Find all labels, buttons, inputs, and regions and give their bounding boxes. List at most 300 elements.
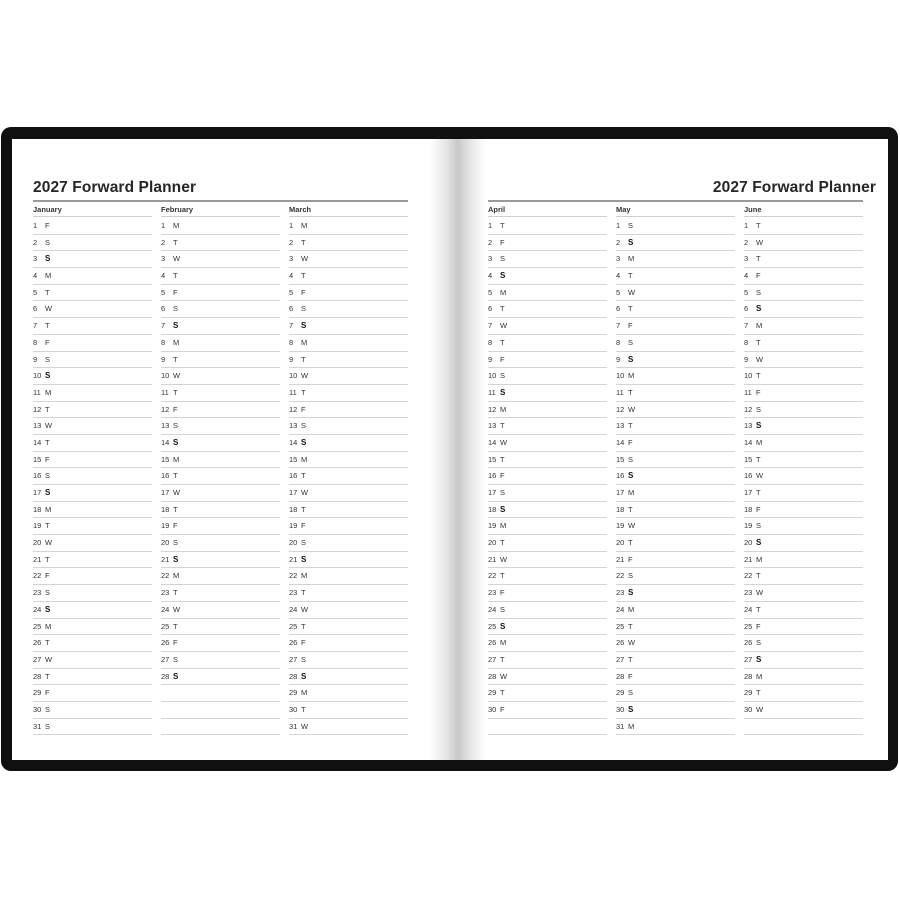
day-number: 2: [161, 237, 166, 247]
weekday-letter: F: [301, 404, 306, 414]
day-number: 12: [161, 404, 170, 414]
weekday-letter: W: [173, 604, 181, 614]
day-number: 25: [488, 621, 497, 631]
day-number: 7: [616, 321, 621, 331]
weekday-letter: M: [301, 571, 308, 581]
day-number: 29: [488, 688, 497, 698]
weekday-letter: S: [628, 221, 634, 230]
day-row: [488, 235, 607, 252]
day-row: [488, 468, 607, 485]
day-row: [289, 352, 408, 369]
day-number: 20: [33, 538, 42, 548]
empty-row: [744, 719, 863, 736]
weekday-letter: S: [500, 387, 506, 397]
empty-row: [161, 719, 280, 736]
day-row: [161, 619, 280, 636]
weekday-letter: S: [301, 538, 307, 548]
day-row: [744, 585, 863, 602]
day-number: 26: [33, 638, 42, 648]
weekday-letter: S: [301, 321, 307, 331]
weekday-letter: S: [756, 421, 762, 431]
day-number: 9: [161, 354, 166, 364]
day-row: [744, 235, 863, 252]
day-row: [616, 619, 735, 636]
day-row: [33, 652, 152, 669]
day-number: 20: [616, 538, 625, 548]
day-row: [33, 602, 152, 619]
weekday-letter: F: [500, 354, 505, 364]
day-number: 28: [744, 671, 753, 681]
day-row: [488, 335, 607, 352]
day-row: [161, 385, 280, 402]
day-number: 8: [616, 337, 621, 347]
day-number: 29: [289, 688, 298, 698]
day-number: 6: [33, 304, 38, 314]
weekday-letter: F: [756, 271, 761, 281]
weekday-letter: M: [756, 554, 763, 564]
weekday-letter: T: [756, 254, 761, 264]
day-row: [488, 352, 607, 369]
weekday-letter: S: [173, 437, 179, 447]
weekday-letter: S: [301, 304, 307, 314]
day-row: [161, 585, 280, 602]
day-number: 24: [161, 604, 170, 614]
day-row: [289, 652, 408, 669]
weekday-letter: S: [301, 671, 307, 681]
weekday-letter: W: [301, 371, 309, 381]
day-row: [744, 385, 863, 402]
day-number: 24: [488, 604, 497, 614]
weekday-letter: S: [756, 521, 762, 531]
day-number: 15: [488, 454, 497, 464]
day-number: 4: [289, 271, 294, 281]
day-row: [744, 251, 863, 268]
day-row: [289, 552, 408, 569]
weekday-letter: T: [500, 221, 505, 230]
weekday-letter: W: [45, 421, 53, 431]
weekday-letter: T: [301, 588, 306, 598]
day-row: [616, 585, 735, 602]
day-number: 4: [161, 271, 166, 281]
weekday-letter: T: [45, 404, 50, 414]
day-row: [488, 568, 607, 585]
weekday-letter: S: [628, 688, 634, 698]
month-name: June: [744, 202, 863, 217]
day-number: 6: [616, 304, 621, 314]
weekday-letter: F: [301, 521, 306, 531]
day-number: 23: [289, 588, 298, 598]
day-row: [744, 518, 863, 535]
day-row: [488, 435, 607, 452]
day-row: [33, 685, 152, 702]
day-number: 19: [289, 521, 298, 531]
weekday-letter: F: [756, 504, 761, 514]
weekday-letter: T: [173, 588, 178, 598]
day-row: [161, 602, 280, 619]
day-row: [616, 568, 735, 585]
day-number: 5: [161, 287, 166, 297]
day-row: [744, 318, 863, 335]
weekday-letter: T: [301, 704, 306, 714]
weekday-letter: T: [500, 571, 505, 581]
day-number: 8: [744, 337, 749, 347]
day-number: 4: [33, 271, 38, 281]
day-number: 11: [33, 387, 41, 397]
day-row: [289, 402, 408, 419]
day-row: [616, 402, 735, 419]
weekday-letter: T: [500, 304, 505, 314]
day-row: [161, 402, 280, 419]
day-number: 22: [616, 571, 625, 581]
weekday-letter: F: [756, 621, 761, 631]
day-number: 17: [744, 488, 753, 497]
day-number: 11: [161, 387, 169, 397]
day-row: [33, 285, 152, 302]
day-row: [616, 418, 735, 435]
day-number: 26: [161, 638, 170, 648]
day-row: [289, 385, 408, 402]
day-number: 12: [744, 404, 753, 414]
day-number: 19: [33, 521, 42, 531]
day-number: 16: [744, 471, 753, 481]
day-number: 19: [161, 521, 170, 531]
day-row: [616, 535, 735, 552]
day-number: 4: [616, 271, 621, 281]
weekday-letter: W: [45, 304, 53, 314]
day-row: [744, 418, 863, 435]
weekday-letter: W: [45, 654, 53, 664]
weekday-letter: S: [301, 437, 307, 447]
day-number: 9: [488, 354, 493, 364]
day-row: [33, 485, 152, 502]
right-page: [452, 139, 888, 760]
day-number: 8: [289, 337, 294, 347]
day-row: [289, 218, 408, 235]
day-row: [616, 435, 735, 452]
day-row: [744, 669, 863, 686]
day-row: [744, 685, 863, 702]
weekday-letter: M: [628, 721, 635, 731]
weekday-letter: W: [628, 287, 636, 297]
day-row: [744, 452, 863, 469]
day-row: [488, 552, 607, 569]
weekday-letter: M: [628, 254, 635, 264]
day-row: [616, 452, 735, 469]
day-number: 16: [616, 471, 625, 481]
day-number: 9: [33, 354, 38, 364]
weekday-letter: S: [301, 654, 307, 664]
weekday-letter: S: [500, 371, 506, 381]
weekday-letter: S: [628, 454, 634, 464]
day-number: 28: [616, 671, 625, 681]
day-row: [33, 669, 152, 686]
day-row: [616, 652, 735, 669]
day-number: 14: [161, 437, 170, 447]
day-row: [33, 435, 152, 452]
day-number: 15: [616, 454, 625, 464]
day-row: [488, 385, 607, 402]
day-number: 13: [33, 421, 42, 431]
weekday-letter: M: [45, 387, 52, 397]
weekday-letter: F: [500, 237, 505, 247]
day-number: 6: [289, 304, 294, 314]
day-row: [289, 368, 408, 385]
day-number: 17: [161, 488, 170, 497]
day-row: [616, 352, 735, 369]
day-number: 25: [289, 621, 298, 631]
day-number: 14: [744, 437, 753, 447]
day-number: 20: [744, 538, 753, 548]
weekday-letter: W: [301, 254, 309, 264]
day-row: [744, 619, 863, 636]
day-row: [33, 318, 152, 335]
weekday-letter: F: [173, 521, 178, 531]
weekday-letter: M: [301, 221, 308, 230]
day-number: 3: [616, 254, 621, 264]
day-number: 9: [289, 354, 294, 364]
weekday-letter: F: [628, 321, 633, 331]
weekday-letter: F: [500, 704, 505, 714]
day-row: [616, 301, 735, 318]
weekday-letter: F: [628, 671, 633, 681]
day-number: 6: [744, 304, 749, 314]
empty-row: [161, 685, 280, 702]
weekday-letter: T: [301, 237, 306, 247]
day-number: 19: [488, 521, 497, 531]
day-number: 25: [616, 621, 625, 631]
day-row: [289, 418, 408, 435]
day-row: [289, 318, 408, 335]
weekday-letter: T: [301, 387, 306, 397]
day-number: 29: [616, 688, 625, 698]
weekday-letter: S: [500, 271, 506, 281]
weekday-letter: S: [45, 488, 51, 497]
weekday-letter: F: [500, 471, 505, 481]
day-number: 23: [33, 588, 42, 598]
day-number: 17: [488, 488, 497, 497]
weekday-letter: W: [628, 521, 636, 531]
day-number: 5: [744, 287, 749, 297]
weekday-letter: S: [45, 721, 51, 731]
day-row: [488, 251, 607, 268]
day-number: 7: [744, 321, 749, 331]
weekday-letter: W: [45, 538, 53, 548]
day-row: [744, 402, 863, 419]
day-row: [744, 285, 863, 302]
day-number: 24: [289, 604, 298, 614]
day-number: 11: [289, 387, 297, 397]
weekday-letter: T: [301, 271, 306, 281]
day-row: [744, 502, 863, 519]
weekday-letter: M: [301, 337, 308, 347]
day-row: [161, 485, 280, 502]
day-number: 13: [616, 421, 625, 431]
day-row: [33, 402, 152, 419]
day-number: 1: [289, 221, 294, 230]
weekday-letter: M: [756, 671, 763, 681]
weekday-letter: F: [45, 571, 50, 581]
day-row: [289, 485, 408, 502]
day-row: [161, 568, 280, 585]
weekday-letter: S: [45, 604, 51, 614]
month-column: [616, 202, 735, 735]
day-row: [161, 235, 280, 252]
day-number: 26: [616, 638, 625, 648]
day-number: 9: [616, 354, 621, 364]
day-row: [289, 335, 408, 352]
weekday-letter: S: [628, 704, 634, 714]
day-row: [616, 502, 735, 519]
day-row: [289, 285, 408, 302]
planner-spread: [12, 139, 888, 760]
day-number: 13: [289, 421, 298, 431]
weekday-letter: M: [500, 638, 507, 648]
day-number: 10: [616, 371, 625, 381]
day-row: [616, 552, 735, 569]
day-number: 7: [289, 321, 294, 331]
weekday-letter: M: [173, 454, 180, 464]
weekday-letter: W: [500, 671, 508, 681]
weekday-letter: W: [628, 638, 636, 648]
day-row: [744, 268, 863, 285]
month-column: [744, 202, 863, 735]
weekday-letter: F: [45, 688, 50, 698]
weekday-letter: M: [500, 287, 507, 297]
day-row: [488, 318, 607, 335]
day-number: 30: [488, 704, 497, 714]
day-number: 21: [289, 554, 298, 564]
day-number: 21: [33, 554, 42, 564]
day-row: [161, 518, 280, 535]
day-number: 27: [488, 654, 497, 664]
weekday-letter: T: [628, 387, 633, 397]
weekday-letter: T: [756, 337, 761, 347]
weekday-letter: S: [173, 654, 179, 664]
weekday-letter: S: [756, 654, 762, 664]
weekday-letter: T: [500, 421, 505, 431]
day-row: [33, 502, 152, 519]
weekday-letter: S: [173, 538, 179, 548]
weekday-letter: T: [301, 471, 306, 481]
day-number: 8: [33, 337, 38, 347]
day-number: 12: [289, 404, 298, 414]
day-number: 26: [289, 638, 298, 648]
weekday-letter: W: [500, 437, 508, 447]
weekday-letter: S: [756, 404, 762, 414]
day-number: 29: [744, 688, 753, 698]
day-number: 25: [161, 621, 170, 631]
day-number: 8: [161, 337, 166, 347]
weekday-letter: T: [173, 354, 178, 364]
day-number: 8: [488, 337, 493, 347]
day-number: 27: [616, 654, 625, 664]
weekday-letter: W: [173, 371, 181, 381]
day-number: 24: [33, 604, 42, 614]
day-number: 10: [744, 371, 753, 381]
day-number: 10: [161, 371, 170, 381]
day-row: [289, 518, 408, 535]
day-number: 22: [744, 571, 753, 581]
weekday-letter: T: [45, 287, 50, 297]
day-row: [161, 285, 280, 302]
day-row: [744, 552, 863, 569]
day-row: [289, 635, 408, 652]
weekday-letter: T: [45, 638, 50, 648]
weekday-letter: F: [500, 588, 505, 598]
weekday-letter: M: [500, 404, 507, 414]
day-number: 11: [744, 387, 752, 397]
weekday-letter: T: [301, 621, 306, 631]
day-number: 5: [616, 287, 621, 297]
day-row: [33, 568, 152, 585]
day-row: [744, 352, 863, 369]
weekday-letter: S: [628, 471, 634, 481]
day-row: [33, 418, 152, 435]
weekday-letter: W: [173, 254, 181, 264]
page-title-right: 2027 Forward Planner: [712, 179, 876, 196]
weekday-letter: S: [45, 371, 51, 381]
weekday-letter: S: [628, 354, 634, 364]
day-number: 2: [289, 237, 294, 247]
day-number: 22: [488, 571, 497, 581]
day-row: [33, 368, 152, 385]
day-row: [33, 585, 152, 602]
day-row: [33, 535, 152, 552]
day-row: [161, 301, 280, 318]
weekday-letter: T: [628, 504, 633, 514]
day-row: [744, 335, 863, 352]
day-number: 23: [744, 588, 753, 598]
weekday-letter: M: [628, 604, 635, 614]
day-number: 28: [33, 671, 42, 681]
day-row: [744, 602, 863, 619]
day-row: [289, 251, 408, 268]
day-number: 28: [161, 671, 170, 681]
day-row: [161, 435, 280, 452]
day-number: 26: [488, 638, 497, 648]
weekday-letter: W: [500, 321, 508, 331]
day-number: 3: [161, 254, 166, 264]
weekday-letter: W: [756, 354, 764, 364]
day-row: [289, 301, 408, 318]
weekday-letter: S: [45, 588, 51, 598]
weekday-letter: T: [500, 688, 505, 698]
day-row: [488, 285, 607, 302]
weekday-letter: S: [301, 554, 307, 564]
day-number: 15: [33, 454, 42, 464]
left-page: [12, 139, 448, 760]
weekday-letter: W: [301, 604, 309, 614]
weekday-letter: S: [756, 538, 762, 548]
weekday-letter: S: [628, 237, 634, 247]
day-row: [744, 301, 863, 318]
day-row: [161, 669, 280, 686]
day-row: [33, 268, 152, 285]
weekday-letter: T: [756, 221, 761, 230]
day-row: [616, 468, 735, 485]
day-row: [744, 485, 863, 502]
weekday-letter: S: [500, 621, 506, 631]
day-number: 18: [289, 504, 298, 514]
day-row: [616, 669, 735, 686]
month-column: [488, 202, 607, 735]
weekday-letter: T: [628, 271, 633, 281]
day-number: 4: [488, 271, 493, 281]
weekday-letter: M: [173, 221, 180, 230]
weekday-letter: S: [173, 421, 179, 431]
weekday-letter: M: [45, 271, 52, 281]
day-row: [289, 535, 408, 552]
